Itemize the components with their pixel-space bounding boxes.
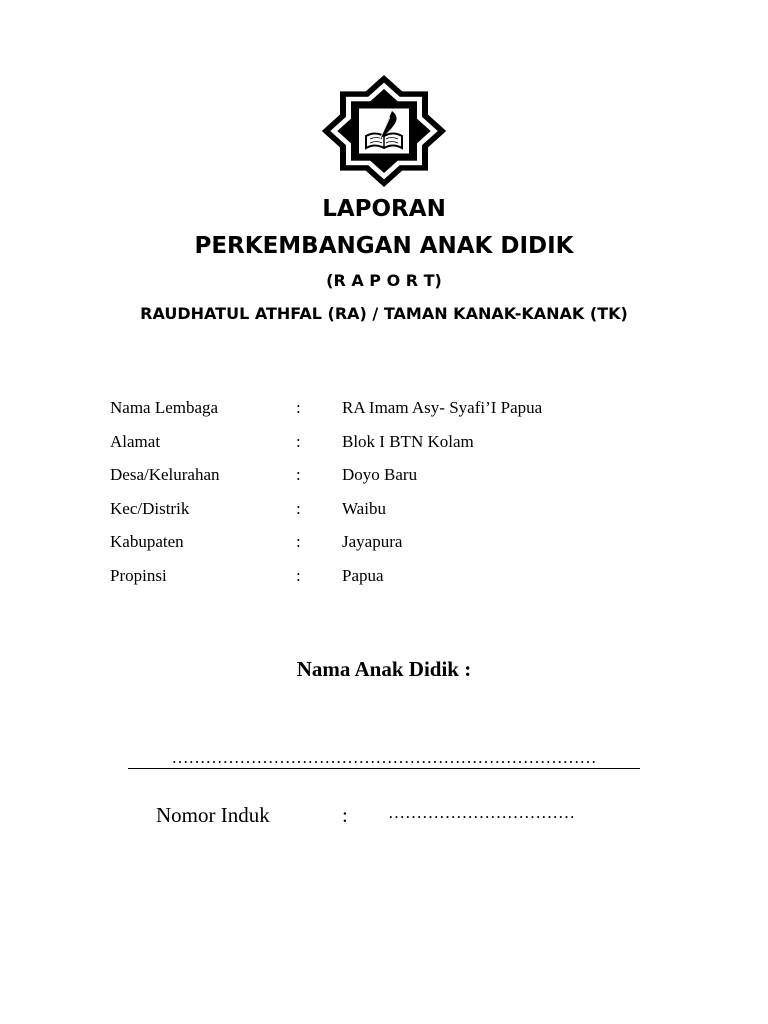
info-colon: : bbox=[296, 465, 301, 484]
info-value: Jayapura bbox=[342, 532, 403, 551]
info-label: Propinsi bbox=[110, 565, 167, 585]
info-row-desa-kelurahan bbox=[110, 465, 670, 499]
info-value: Waibu bbox=[342, 498, 386, 518]
subtitle-raport: (R A P O R T) bbox=[326, 271, 442, 290]
info-row-kabupaten bbox=[110, 532, 670, 566]
info-value: Papua bbox=[342, 565, 384, 585]
info-label: Kabupaten bbox=[110, 532, 184, 551]
child-name-label: Nama Anak Didik : bbox=[296, 657, 472, 681]
info-row-alamat bbox=[110, 432, 670, 466]
info-colon: : bbox=[296, 431, 301, 451]
info-value: Doyo Baru bbox=[342, 465, 418, 484]
student-number-label: Nomor Induk bbox=[156, 803, 270, 827]
title-line-2: PERKEMBANGAN ANAK DIDIK bbox=[194, 233, 574, 259]
student-number-field[interactable]: …………………………… bbox=[388, 803, 575, 822]
student-number-colon: : bbox=[342, 803, 348, 827]
info-row-kec-distrik bbox=[110, 499, 670, 533]
info-colon: : bbox=[296, 498, 301, 518]
octagram-book-quill-logo-icon bbox=[318, 72, 450, 190]
info-label: Kec/Distrik bbox=[110, 498, 190, 518]
info-row-propinsi bbox=[110, 566, 670, 600]
info-label: Alamat bbox=[110, 431, 161, 451]
info-colon: : bbox=[296, 398, 301, 417]
info-row-nama-lembaga bbox=[110, 398, 670, 432]
info-label: Nama Lembaga bbox=[110, 398, 219, 417]
student-number-row bbox=[156, 803, 676, 833]
info-colon: : bbox=[296, 565, 301, 585]
info-label: Desa/Kelurahan bbox=[110, 465, 220, 484]
info-value: Blok I BTN Kolam bbox=[342, 431, 474, 451]
title-line-1: LAPORAN bbox=[322, 196, 446, 222]
institution-type: RAUDHATUL ATHFAL (RA) / TAMAN KANAK-KANAK (TK) bbox=[140, 304, 628, 323]
info-value: RA Imam Asy- Syafi’I Papua bbox=[342, 398, 543, 417]
info-colon: : bbox=[296, 532, 301, 551]
institution-info-table bbox=[110, 398, 670, 599]
child-name-field[interactable]: ………………………………………………………………… bbox=[128, 748, 640, 769]
